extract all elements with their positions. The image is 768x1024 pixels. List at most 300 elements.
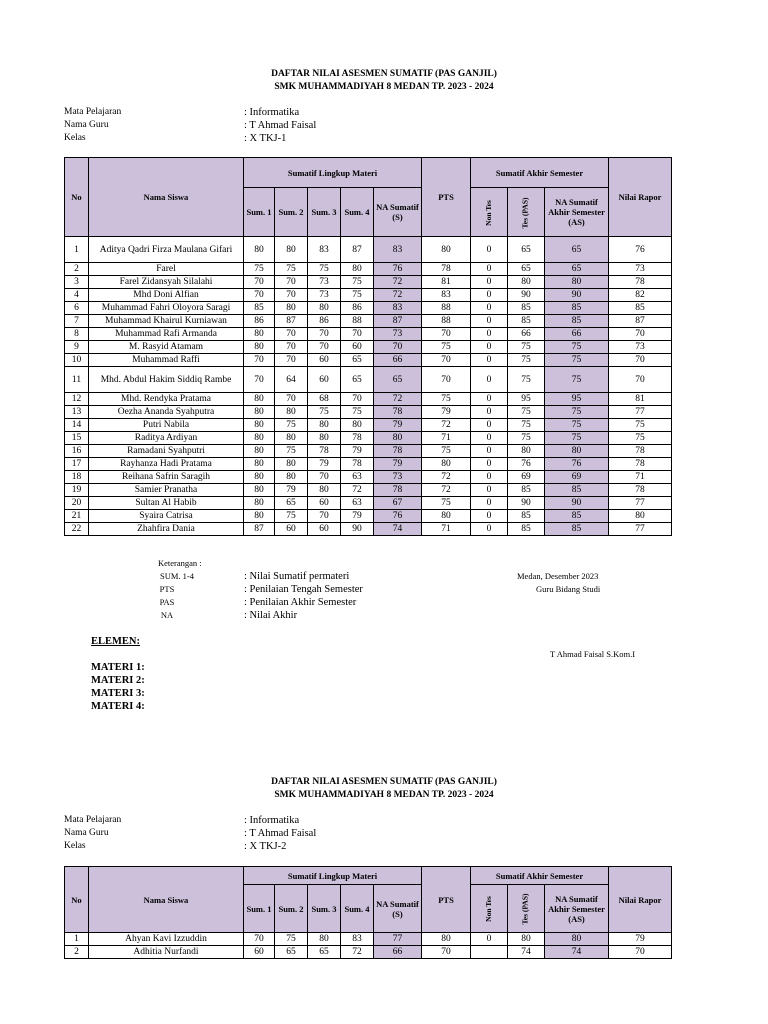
cell-non-tes: 0 bbox=[471, 263, 508, 276]
cell-pts: 70 bbox=[422, 328, 471, 341]
cell-no: 9 bbox=[65, 341, 89, 354]
cell-sum3: 60 bbox=[308, 497, 341, 510]
cell-no: 3 bbox=[65, 276, 89, 289]
t2-header-tes-pas bbox=[508, 885, 545, 933]
header-na-sumatif-akhir: NA Sumatif Akhir Semester (AS) bbox=[545, 188, 609, 237]
cell-na-sumatif: 83 bbox=[374, 237, 422, 263]
signature-name: T Ahmad Faisal S.Kom.I bbox=[550, 649, 636, 659]
cell-non-tes: 0 bbox=[471, 302, 508, 315]
doc2-mapel-value: : Informatika bbox=[244, 815, 300, 826]
cell-sum4: 65 bbox=[341, 354, 374, 367]
cell-non-tes: 0 bbox=[471, 445, 508, 458]
cell-sum1: 80 bbox=[244, 484, 275, 497]
cell-non-tes: 0 bbox=[471, 276, 508, 289]
cell-tes-pas: 75 bbox=[508, 354, 545, 367]
header-tes-pas bbox=[508, 188, 545, 237]
doc1-title-line1: DAFTAR NILAI ASESMEN SUMATIF (PAS GANJIL) bbox=[271, 69, 497, 79]
cell-non-tes: 0 bbox=[471, 471, 508, 484]
table-row bbox=[65, 946, 672, 959]
t2-header-no: No bbox=[65, 867, 89, 933]
cell-non-tes: 0 bbox=[471, 497, 508, 510]
cell-sum4: 79 bbox=[341, 445, 374, 458]
cell-nilai-rapor: 70 bbox=[609, 946, 672, 959]
mapel-label: Mata Pelajaran bbox=[64, 107, 122, 117]
cell-na-sumatif-akhir: 80 bbox=[545, 276, 609, 289]
cell-tes-pas: 90 bbox=[508, 497, 545, 510]
cell-no: 14 bbox=[65, 419, 89, 432]
cell-nama-siswa: M. Rasyid Atamam bbox=[89, 341, 244, 354]
cell-sum2: 70 bbox=[275, 354, 308, 367]
cell-sum1: 80 bbox=[244, 419, 275, 432]
cell-tes-pas: 80 bbox=[508, 933, 545, 946]
cell-nilai-rapor: 70 bbox=[609, 367, 672, 393]
cell-sum1: 80 bbox=[244, 406, 275, 419]
cell-pts: 80 bbox=[422, 510, 471, 523]
cell-sum2: 87 bbox=[275, 315, 308, 328]
t2-header-non-tes-label: Non Tes bbox=[483, 896, 493, 922]
cell-nama-siswa: Farel bbox=[89, 263, 244, 276]
cell-tes-pas: 74 bbox=[508, 946, 545, 959]
cell-non-tes: 0 bbox=[471, 458, 508, 471]
kelas-value: : X TKJ-1 bbox=[244, 133, 287, 144]
cell-nama-siswa: Mhd. Abdul Hakim Siddiq Rambe bbox=[89, 367, 244, 393]
cell-na-sumatif-akhir: 95 bbox=[545, 393, 609, 406]
cell-non-tes: 0 bbox=[471, 484, 508, 497]
cell-nama-siswa: Farel Zidansyah Silalahi bbox=[89, 276, 244, 289]
header-sum1: Sum. 1 bbox=[244, 188, 275, 237]
cell-nama-siswa: Ramadani Syahputri bbox=[89, 445, 244, 458]
cell-na-sumatif-akhir: 76 bbox=[545, 458, 609, 471]
cell-sum3: 70 bbox=[308, 471, 341, 484]
cell-no: 1 bbox=[65, 237, 89, 263]
cell-non-tes: 0 bbox=[471, 341, 508, 354]
cell-sum4: 78 bbox=[341, 458, 374, 471]
cell-na-sumatif-akhir: 85 bbox=[545, 510, 609, 523]
cell-pts: 88 bbox=[422, 302, 471, 315]
cell-sum3: 75 bbox=[308, 263, 341, 276]
cell-na-sumatif: 87 bbox=[374, 315, 422, 328]
cell-sum4: 78 bbox=[341, 432, 374, 445]
cell-na-sumatif: 76 bbox=[374, 510, 422, 523]
table-row bbox=[65, 263, 672, 276]
cell-nama-siswa: Muhammad Fahri Oloyora Saragi bbox=[89, 302, 244, 315]
cell-non-tes: 0 bbox=[471, 406, 508, 419]
table-row bbox=[65, 445, 672, 458]
cell-sum3: 80 bbox=[308, 933, 341, 946]
cell-no: 6 bbox=[65, 302, 89, 315]
cell-sum3: 70 bbox=[308, 328, 341, 341]
cell-no: 7 bbox=[65, 315, 89, 328]
doc1-title-line2: SMK MUHAMMADIYAH 8 MEDAN TP. 2023 - 2024 bbox=[274, 82, 494, 92]
doc2-kelas-label: Kelas bbox=[64, 841, 86, 851]
cell-sum2: 70 bbox=[275, 341, 308, 354]
cell-na-sumatif-akhir: 74 bbox=[545, 946, 609, 959]
cell-nilai-rapor: 79 bbox=[609, 933, 672, 946]
cell-sum1: 60 bbox=[244, 946, 275, 959]
cell-na-sumatif: 77 bbox=[374, 933, 422, 946]
cell-sum2: 75 bbox=[275, 419, 308, 432]
header-sum2: Sum. 2 bbox=[275, 188, 308, 237]
cell-na-sumatif-akhir: 85 bbox=[545, 315, 609, 328]
cell-pts: 80 bbox=[422, 237, 471, 263]
t2-header-pts: PTS bbox=[422, 867, 471, 933]
cell-nilai-rapor: 70 bbox=[609, 354, 672, 367]
cell-tes-pas: 76 bbox=[508, 458, 545, 471]
cell-na-sumatif-akhir: 75 bbox=[545, 419, 609, 432]
cell-tes-pas: 85 bbox=[508, 315, 545, 328]
keterangan-key-pts: PTS bbox=[159, 584, 175, 594]
cell-sum4: 63 bbox=[341, 471, 374, 484]
keterangan-val-pts: : Penilaian Tengah Semester bbox=[244, 584, 363, 595]
cell-pts: 71 bbox=[422, 432, 471, 445]
cell-sum2: 80 bbox=[275, 406, 308, 419]
cell-na-sumatif-akhir: 75 bbox=[545, 341, 609, 354]
cell-sum2: 65 bbox=[275, 946, 308, 959]
table-row bbox=[65, 328, 672, 341]
signature-place-date: Medan, Desember 2023 bbox=[517, 571, 599, 581]
cell-tes-pas: 95 bbox=[508, 393, 545, 406]
cell-non-tes: 0 bbox=[471, 354, 508, 367]
header-sum4: Sum. 4 bbox=[341, 188, 374, 237]
cell-na-sumatif: 65 bbox=[374, 367, 422, 393]
cell-sum4: 80 bbox=[341, 263, 374, 276]
cell-sum2: 80 bbox=[275, 302, 308, 315]
cell-na-sumatif-akhir: 75 bbox=[545, 432, 609, 445]
doc2-title-line1: DAFTAR NILAI ASESMEN SUMATIF (PAS GANJIL) bbox=[271, 777, 497, 787]
cell-non-tes: 0 bbox=[471, 510, 508, 523]
cell-sum1: 80 bbox=[244, 458, 275, 471]
cell-sum1: 80 bbox=[244, 237, 275, 263]
cell-na-sumatif-akhir: 85 bbox=[545, 302, 609, 315]
table-row bbox=[65, 471, 672, 484]
cell-no: 16 bbox=[65, 445, 89, 458]
cell-pts: 80 bbox=[422, 458, 471, 471]
cell-sum2: 79 bbox=[275, 484, 308, 497]
cell-nilai-rapor: 78 bbox=[609, 276, 672, 289]
cell-non-tes: 0 bbox=[471, 432, 508, 445]
cell-nama-siswa: Ahyan Kavi Izzuddin bbox=[89, 933, 244, 946]
header-sumatif-lingkup-materi: Sumatif Lingkup Materi bbox=[244, 158, 422, 188]
cell-nama-siswa: Mhd Doni Alfian bbox=[89, 289, 244, 302]
cell-nilai-rapor: 77 bbox=[609, 406, 672, 419]
cell-na-sumatif-akhir: 80 bbox=[545, 933, 609, 946]
cell-na-sumatif-akhir: 69 bbox=[545, 471, 609, 484]
cell-na-sumatif: 79 bbox=[374, 419, 422, 432]
cell-tes-pas: 69 bbox=[508, 471, 545, 484]
header-tes-pas-label: Tes (PAS) bbox=[520, 196, 530, 229]
cell-na-sumatif-akhir: 66 bbox=[545, 328, 609, 341]
cell-tes-pas: 85 bbox=[508, 484, 545, 497]
cell-nama-siswa: Samier Pranatha bbox=[89, 484, 244, 497]
table-row bbox=[65, 458, 672, 471]
table-row bbox=[65, 419, 672, 432]
cell-no: 2 bbox=[65, 946, 89, 959]
cell-tes-pas: 65 bbox=[508, 237, 545, 263]
cell-sum1: 80 bbox=[244, 393, 275, 406]
cell-pts: 70 bbox=[422, 946, 471, 959]
cell-pts: 72 bbox=[422, 484, 471, 497]
cell-sum1: 75 bbox=[244, 263, 275, 276]
cell-nilai-rapor: 75 bbox=[609, 419, 672, 432]
cell-sum1: 80 bbox=[244, 328, 275, 341]
doc2-guru-label: Nama Guru bbox=[64, 828, 109, 838]
cell-no: 22 bbox=[65, 523, 89, 536]
cell-no: 19 bbox=[65, 484, 89, 497]
cell-pts: 72 bbox=[422, 471, 471, 484]
cell-nilai-rapor: 82 bbox=[609, 289, 672, 302]
cell-nilai-rapor: 87 bbox=[609, 315, 672, 328]
cell-no: 21 bbox=[65, 510, 89, 523]
cell-sum2: 75 bbox=[275, 263, 308, 276]
t2-header-sum1: Sum. 1 bbox=[244, 885, 275, 933]
cell-sum3: 78 bbox=[308, 445, 341, 458]
cell-sum3: 68 bbox=[308, 393, 341, 406]
doc2-guru-value: : T Ahmad Faisal bbox=[244, 828, 317, 839]
materi-3: MATERI 3: bbox=[91, 688, 145, 699]
table-row bbox=[65, 341, 672, 354]
cell-sum2: 80 bbox=[275, 432, 308, 445]
cell-sum1: 70 bbox=[244, 289, 275, 302]
cell-sum1: 70 bbox=[244, 933, 275, 946]
cell-no: 1 bbox=[65, 933, 89, 946]
cell-tes-pas: 65 bbox=[508, 263, 545, 276]
cell-pts: 72 bbox=[422, 419, 471, 432]
keterangan-val-pas: : Penilaian Akhir Semester bbox=[244, 597, 357, 608]
doc2-mapel-label: Mata Pelajaran bbox=[64, 815, 122, 825]
table-row bbox=[65, 393, 672, 406]
cell-sum2: 70 bbox=[275, 289, 308, 302]
cell-pts: 83 bbox=[422, 289, 471, 302]
header-nama-siswa: Nama Siswa bbox=[89, 158, 244, 237]
cell-sum3: 83 bbox=[308, 237, 341, 263]
cell-nilai-rapor: 78 bbox=[609, 484, 672, 497]
keterangan-val-sum: : Nilai Sumatif permateri bbox=[244, 571, 350, 582]
elemen-title: ELEMEN: bbox=[91, 636, 141, 647]
cell-tes-pas: 75 bbox=[508, 367, 545, 393]
table-row bbox=[65, 510, 672, 523]
cell-pts: 78 bbox=[422, 263, 471, 276]
cell-nilai-rapor: 78 bbox=[609, 445, 672, 458]
cell-sum3: 60 bbox=[308, 354, 341, 367]
t2-header-sum3: Sum. 3 bbox=[308, 885, 341, 933]
cell-non-tes: 0 bbox=[471, 315, 508, 328]
cell-non-tes: 0 bbox=[471, 328, 508, 341]
cell-na-sumatif-akhir: 80 bbox=[545, 445, 609, 458]
table-row bbox=[65, 406, 672, 419]
cell-sum1: 87 bbox=[244, 523, 275, 536]
keterangan-title: Keterangan : bbox=[158, 558, 202, 568]
cell-na-sumatif: 79 bbox=[374, 458, 422, 471]
cell-sum2: 75 bbox=[275, 445, 308, 458]
table-row bbox=[65, 497, 672, 510]
cell-sum4: 79 bbox=[341, 510, 374, 523]
cell-no: 13 bbox=[65, 406, 89, 419]
t2-header-nama-siswa: Nama Siswa bbox=[89, 867, 244, 933]
table-row bbox=[65, 289, 672, 302]
t2-header-sum2: Sum. 2 bbox=[275, 885, 308, 933]
cell-sum1: 80 bbox=[244, 432, 275, 445]
table-row bbox=[65, 367, 672, 393]
cell-sum4: 90 bbox=[341, 523, 374, 536]
cell-non-tes: 0 bbox=[471, 367, 508, 393]
cell-sum2: 80 bbox=[275, 458, 308, 471]
t2-header-sumatif-lingkup-materi: Sumatif Lingkup Materi bbox=[244, 867, 422, 885]
cell-no: 15 bbox=[65, 432, 89, 445]
cell-sum1: 70 bbox=[244, 367, 275, 393]
table-row bbox=[65, 302, 672, 315]
table-row bbox=[65, 432, 672, 445]
t2-header-sum4: Sum. 4 bbox=[341, 885, 374, 933]
cell-sum3: 86 bbox=[308, 315, 341, 328]
cell-sum1: 70 bbox=[244, 354, 275, 367]
cell-no: 2 bbox=[65, 263, 89, 276]
cell-no: 11 bbox=[65, 367, 89, 393]
cell-no: 8 bbox=[65, 328, 89, 341]
cell-tes-pas: 85 bbox=[508, 302, 545, 315]
cell-pts: 80 bbox=[422, 933, 471, 946]
cell-sum4: 60 bbox=[341, 341, 374, 354]
cell-sum4: 83 bbox=[341, 933, 374, 946]
cell-nilai-rapor: 80 bbox=[609, 510, 672, 523]
cell-no: 10 bbox=[65, 354, 89, 367]
cell-sum3: 80 bbox=[308, 432, 341, 445]
cell-sum4: 72 bbox=[341, 946, 374, 959]
cell-na-sumatif-akhir: 85 bbox=[545, 484, 609, 497]
cell-tes-pas: 85 bbox=[508, 510, 545, 523]
cell-na-sumatif-akhir: 90 bbox=[545, 497, 609, 510]
cell-nilai-rapor: 73 bbox=[609, 341, 672, 354]
cell-nilai-rapor: 77 bbox=[609, 497, 672, 510]
header-non-tes-label: Non Tes bbox=[483, 199, 493, 226]
cell-non-tes: 0 bbox=[471, 419, 508, 432]
cell-na-sumatif: 78 bbox=[374, 445, 422, 458]
cell-sum2: 70 bbox=[275, 393, 308, 406]
cell-tes-pas: 75 bbox=[508, 419, 545, 432]
cell-sum4: 80 bbox=[341, 419, 374, 432]
signature-role: Guru Bidang Studi bbox=[536, 584, 601, 594]
cell-na-sumatif-akhir: 90 bbox=[545, 289, 609, 302]
cell-nama-siswa: Muhammad Khairul Kurniawan bbox=[89, 315, 244, 328]
cell-sum4: 86 bbox=[341, 302, 374, 315]
cell-sum1: 80 bbox=[244, 445, 275, 458]
cell-pts: 88 bbox=[422, 315, 471, 328]
guru-label: Nama Guru bbox=[64, 120, 109, 130]
cell-sum4: 63 bbox=[341, 497, 374, 510]
cell-pts: 71 bbox=[422, 523, 471, 536]
keterangan-key-na: NA bbox=[160, 610, 174, 620]
cell-nilai-rapor: 71 bbox=[609, 471, 672, 484]
cell-sum3: 60 bbox=[308, 367, 341, 393]
t2-header-tes-pas-label: Tes (PAS) bbox=[520, 893, 530, 925]
cell-pts: 70 bbox=[422, 367, 471, 393]
cell-sum2: 65 bbox=[275, 497, 308, 510]
t2-header-sumatif-akhir-semester: Sumatif Akhir Semester bbox=[471, 867, 609, 885]
cell-tes-pas: 90 bbox=[508, 289, 545, 302]
table-row bbox=[65, 315, 672, 328]
cell-nama-siswa: Adhitia Nurfandi bbox=[89, 946, 244, 959]
cell-tes-pas: 75 bbox=[508, 406, 545, 419]
cell-non-tes: 0 bbox=[471, 393, 508, 406]
grade-table-1 bbox=[64, 157, 672, 536]
cell-sum2: 70 bbox=[275, 328, 308, 341]
cell-non-tes: 0 bbox=[471, 523, 508, 536]
cell-nilai-rapor: 73 bbox=[609, 263, 672, 276]
cell-sum3: 73 bbox=[308, 289, 341, 302]
cell-nama-siswa: Syaira Catrisa bbox=[89, 510, 244, 523]
cell-nama-siswa: Zhahfira Dania bbox=[89, 523, 244, 536]
cell-sum2: 60 bbox=[275, 523, 308, 536]
cell-na-sumatif-akhir: 75 bbox=[545, 406, 609, 419]
cell-sum4: 75 bbox=[341, 406, 374, 419]
cell-nama-siswa: Sultan Al Habib bbox=[89, 497, 244, 510]
cell-na-sumatif: 74 bbox=[374, 523, 422, 536]
cell-sum1: 85 bbox=[244, 302, 275, 315]
cell-sum3: 80 bbox=[308, 419, 341, 432]
cell-pts: 81 bbox=[422, 276, 471, 289]
cell-na-sumatif: 66 bbox=[374, 354, 422, 367]
guru-value: : T Ahmad Faisal bbox=[244, 120, 317, 131]
cell-sum2: 75 bbox=[275, 510, 308, 523]
cell-nama-siswa: Muhammad Rafi Armanda bbox=[89, 328, 244, 341]
cell-sum3: 60 bbox=[308, 523, 341, 536]
table-row bbox=[65, 237, 672, 263]
cell-nama-siswa: Raditya Ardiyan bbox=[89, 432, 244, 445]
t2-header-na-sumatif-akhir: NA Sumatif Akhir Semester (AS) bbox=[545, 885, 609, 933]
cell-no: 4 bbox=[65, 289, 89, 302]
t2-header-na-sumatif: NA Sumatif (S) bbox=[374, 885, 422, 933]
cell-nilai-rapor: 85 bbox=[609, 302, 672, 315]
cell-sum3: 73 bbox=[308, 276, 341, 289]
cell-sum2: 70 bbox=[275, 276, 308, 289]
doc2-kelas-value: : X TKJ-2 bbox=[244, 841, 287, 852]
table-row bbox=[65, 933, 672, 946]
materi-2: MATERI 2: bbox=[91, 675, 145, 686]
cell-sum3: 80 bbox=[308, 302, 341, 315]
header-sumatif-akhir-semester: Sumatif Akhir Semester bbox=[471, 158, 609, 188]
header-nilai-rapor: Nilai Rapor bbox=[609, 158, 672, 237]
cell-sum3: 65 bbox=[308, 946, 341, 959]
t2-header-non-tes bbox=[471, 885, 508, 933]
cell-sum2: 64 bbox=[275, 367, 308, 393]
cell-na-sumatif-akhir: 75 bbox=[545, 354, 609, 367]
header-sum3: Sum. 3 bbox=[308, 188, 341, 237]
cell-nilai-rapor: 77 bbox=[609, 523, 672, 536]
table-row bbox=[65, 354, 672, 367]
cell-na-sumatif: 67 bbox=[374, 497, 422, 510]
cell-nilai-rapor: 76 bbox=[609, 237, 672, 263]
doc2-title-line2: SMK MUHAMMADIYAH 8 MEDAN TP. 2023 - 2024 bbox=[274, 790, 494, 800]
header-na-sumatif: NA Sumatif (S) bbox=[374, 188, 422, 237]
grade-table-2 bbox=[64, 866, 672, 959]
cell-sum1: 80 bbox=[244, 341, 275, 354]
cell-no: 17 bbox=[65, 458, 89, 471]
cell-nilai-rapor: 78 bbox=[609, 458, 672, 471]
keterangan-val-na: : Nilai Akhir bbox=[244, 610, 298, 621]
materi-4: MATERI 4: bbox=[91, 701, 145, 712]
cell-nilai-rapor: 75 bbox=[609, 432, 672, 445]
cell-na-sumatif-akhir: 65 bbox=[545, 263, 609, 276]
t2-header-nilai-rapor: Nilai Rapor bbox=[609, 867, 672, 933]
cell-sum4: 87 bbox=[341, 237, 374, 263]
materi-1: MATERI 1: bbox=[91, 662, 145, 673]
table-row bbox=[65, 484, 672, 497]
cell-na-sumatif: 73 bbox=[374, 471, 422, 484]
cell-tes-pas: 80 bbox=[508, 445, 545, 458]
cell-na-sumatif: 73 bbox=[374, 328, 422, 341]
cell-non-tes: 0 bbox=[471, 289, 508, 302]
cell-no: 20 bbox=[65, 497, 89, 510]
cell-sum1: 80 bbox=[244, 510, 275, 523]
